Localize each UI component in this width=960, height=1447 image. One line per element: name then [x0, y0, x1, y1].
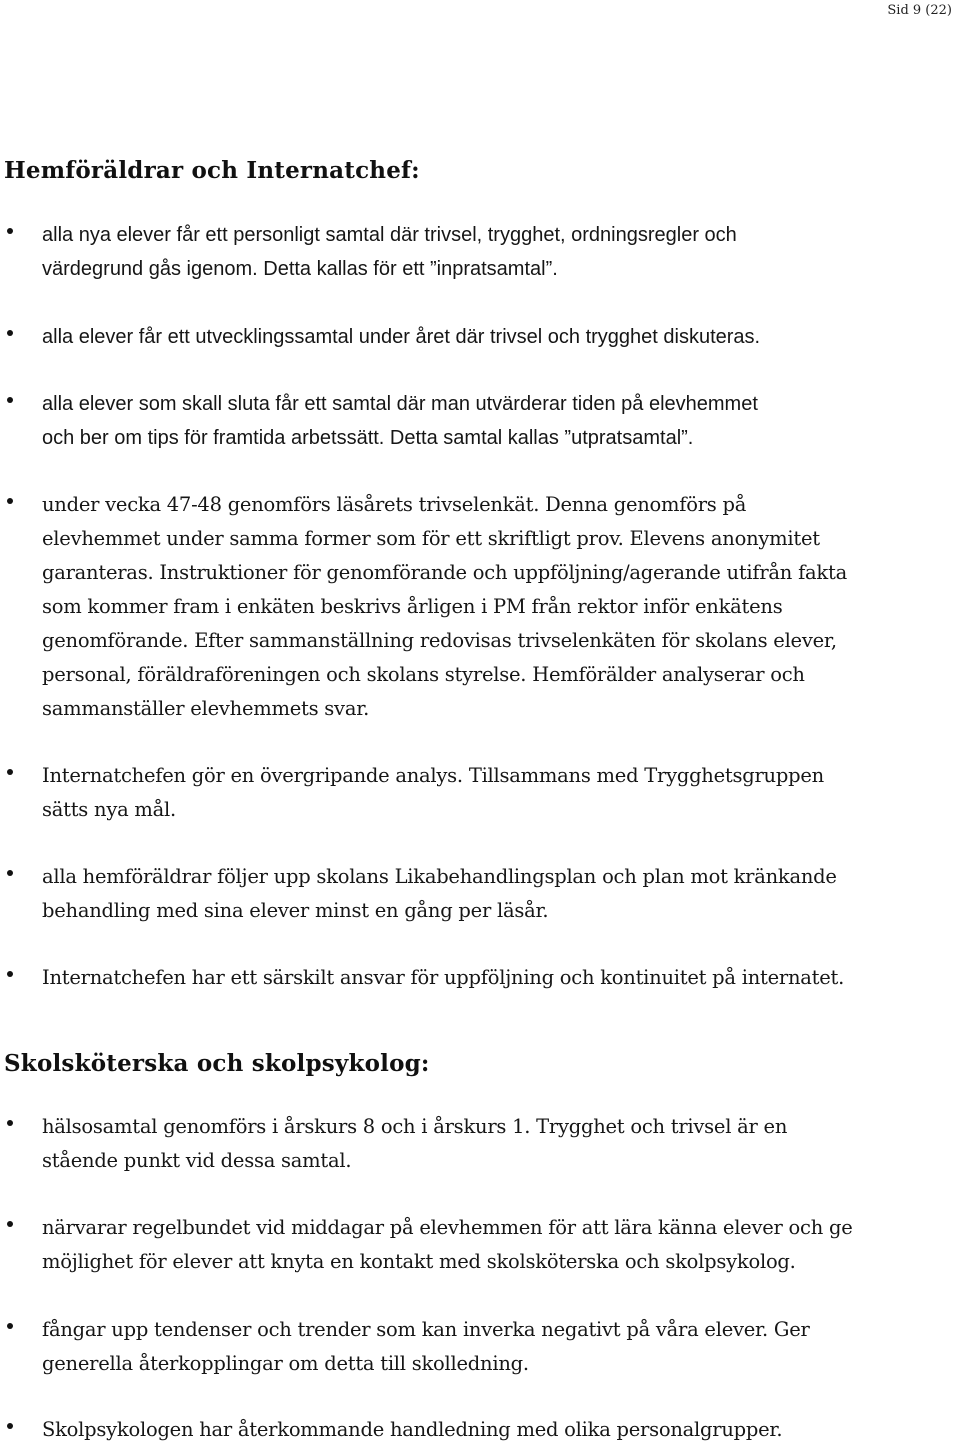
bullet-icon	[7, 971, 13, 977]
bullet-icon	[7, 1423, 13, 1429]
bullet-icon	[7, 769, 13, 775]
list-item-text: alla nya elever får ett personligt samtal där trivsel, trygghet, ordningsregler och värdegrund gås igenom. Detta kallas för ett ”inpratsamtal”.	[42, 224, 737, 280]
list-item-text: alla elever får ett utvecklingssamtal under året där trivsel och trygghet diskuteras.	[42, 326, 761, 348]
list-item-text: under vecka 47-48 genomförs läsårets trivselenkät. Denna genomförs på elevhemmet under samma former som för ett skriftligt prov. Elevens anonymitet garanteras. Instruktioner för genomförande och uppföljning/agerande utifrån fakta som kommer fram i enkäten beskrivs årligen i PM från rektor inför enkätens genomförande. Efter sammanställning redovisas trivselenkäten för skolans elever, personal, föräldraföreningen och skolans styrelse. Hemförälder analyserar och sammanställer elevhemmets svar.	[42, 493, 847, 720]
list-item-text: närvarar regelbundet vid middagar på elevhemmen för att lära känna elever och ge möjlighet för elever att knyta en kontakt med skolsköterska och skolpsykolog.	[42, 1216, 853, 1273]
list-item-text: Internatchefen gör en övergripande analys. Tillsammans med Trygghetsgruppen sätts nya mål.	[42, 764, 824, 821]
section-heading-hemforaldrar: Hemföräldrar och Internatchef:	[4, 157, 420, 184]
list-item-text: fångar upp tendenser och trender som kan inverka negativt på våra elever. Ger generella återkopplingar om detta till skolledning.	[42, 1318, 810, 1375]
bullet-icon	[7, 1323, 13, 1329]
bullet-icon	[7, 330, 13, 336]
list-item-text: Skolpsykologen har återkommande handledning med olika personalgrupper.	[42, 1418, 783, 1441]
list-item-text: alla elever som skall sluta får ett samtal där man utvärderar tiden på elevhemmet och ber om tips för framtida arbetssätt. Detta samtal kallas ”utpratsamtal”.	[42, 393, 758, 449]
bullet-icon	[7, 1221, 13, 1227]
bullet-icon	[7, 870, 13, 876]
bullet-icon	[7, 397, 13, 403]
bullet-icon	[7, 498, 13, 504]
page-number: Sid 9 (22)	[887, 3, 952, 18]
bullet-icon	[7, 1120, 13, 1126]
list-item-text: alla hemföräldrar följer upp skolans Likabehandlingsplan och plan mot kränkande behandling med sina elever minst en gång per läsår.	[42, 865, 837, 922]
bullet-icon	[7, 228, 13, 234]
list-item-text: hälsosamtal genomförs i årskurs 8 och i årskurs 1. Trygghet och trivsel är en stående punkt vid dessa samtal.	[42, 1115, 788, 1172]
section-heading-skolskoterska: Skolsköterska och skolpsykolog:	[4, 1050, 430, 1077]
list-item-text: Internatchefen har ett särskilt ansvar för uppföljning och kontinuitet på internatet.	[42, 966, 845, 989]
